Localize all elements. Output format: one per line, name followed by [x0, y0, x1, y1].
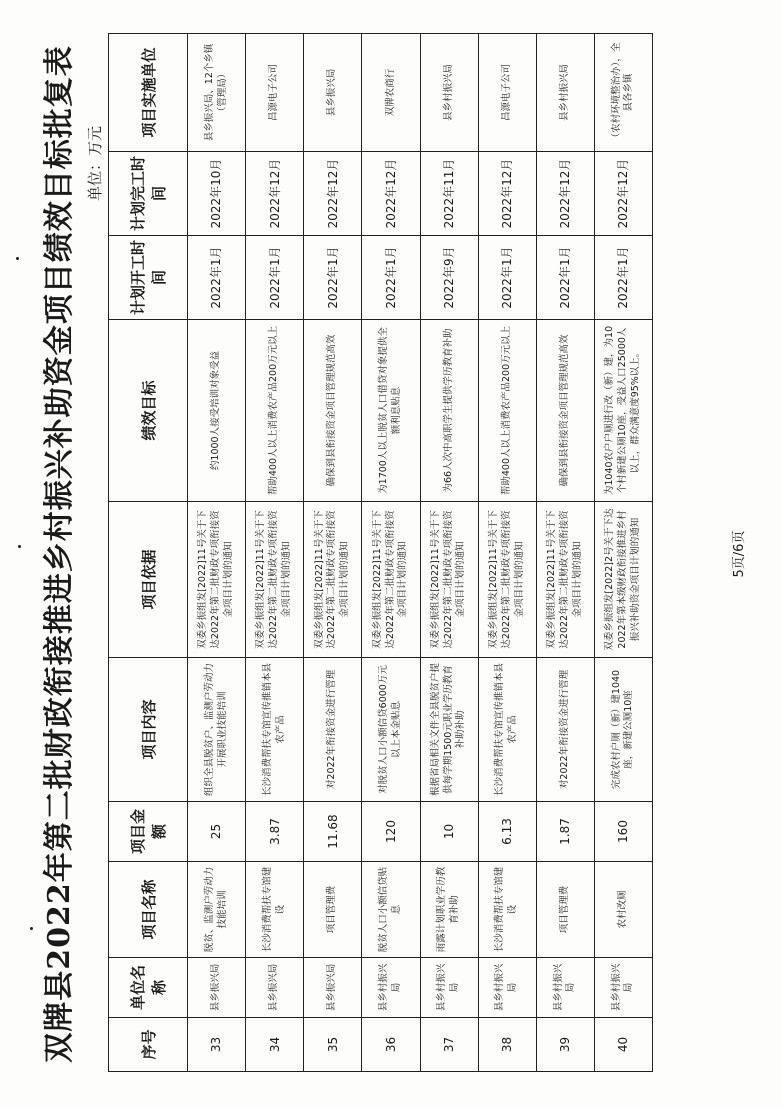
amount-cell: 120	[362, 802, 420, 862]
goal-cell: 约1000人接受培训对象受益	[188, 320, 246, 502]
row-index: 34	[246, 1018, 304, 1072]
start-cell: 2022年1月	[594, 236, 652, 320]
unit-name-cell: 县乡振兴局	[304, 958, 362, 1018]
header-basis: 项目依据	[109, 502, 188, 658]
unit-name-cell: 县乡村振兴局	[594, 958, 652, 1018]
project-name-cell: 长沙消费帮扶专馆建设	[478, 862, 536, 958]
unit-name-cell: 县乡村振兴局	[478, 958, 536, 1018]
end-cell: 2022年12月	[478, 152, 536, 236]
project-name-cell: 脱贫人口小额信贷贴息	[362, 862, 420, 958]
project-name-cell: 项目管理费	[536, 862, 594, 958]
unit-name-cell: 县乡振兴局	[246, 958, 304, 1018]
row-index: 37	[420, 1018, 478, 1072]
end-cell: 2022年12月	[536, 152, 594, 236]
implementer-cell: 县乡村振兴局	[536, 34, 594, 152]
start-cell: 2022年1月	[478, 236, 536, 320]
implementer-cell: 县乡振兴局	[304, 34, 362, 152]
header-unit-name: 单位名称	[109, 958, 188, 1018]
unit-label: 单位：万元	[86, 126, 104, 202]
amount-cell: 1.87	[536, 802, 594, 862]
scan-speck	[30, 927, 33, 930]
table-row	[536, 34, 594, 1072]
unit-name-cell: 县乡村振兴局	[420, 958, 478, 1018]
implementer-cell: 县乡村振兴局	[420, 34, 478, 152]
end-cell: 2022年11月	[420, 152, 478, 236]
table-row	[304, 34, 362, 1072]
end-cell: 2022年12月	[304, 152, 362, 236]
project-name-cell: 雨露计划职业学历教育补助	[420, 862, 478, 958]
amount-cell: 6.13	[478, 802, 536, 862]
document-title: 双牌县2022年第二批财政衔接推进乡村振兴补助资金项目绩效目标批复表	[42, 45, 77, 1063]
scan-speck	[18, 545, 21, 548]
start-cell: 2022年1月	[362, 236, 420, 320]
header-amount: 项目金额	[109, 802, 188, 862]
amount-cell: 25	[188, 802, 246, 862]
start-cell: 2022年1月	[246, 236, 304, 320]
content-cell: 对2022年衔接资金进行管理	[304, 658, 362, 802]
implementer-cell: 县乡振兴局、12个乡镇（管理局）	[188, 34, 246, 152]
project-name-cell: 农村改厕	[594, 862, 652, 958]
header-start: 计划开工时间	[109, 236, 188, 320]
goal-cell: 帮助400人以上消费农产品200万元以上	[478, 320, 536, 502]
basis-cell: 双委乡振组发[2022]2号关于下达2022年第本级财政衔接推进乡村振兴补助资金项目计划的通知	[594, 502, 652, 658]
table-row	[420, 34, 478, 1072]
header-project-name: 项目名称	[109, 862, 188, 958]
goal-cell: 为1040农户户厕进行改（新）建，为10个村新建公厕10座，受益人口25000人以上，群众满意度95%以上。	[594, 320, 652, 502]
row-index: 33	[188, 1018, 246, 1072]
row-index: 38	[478, 1018, 536, 1072]
row-index: 39	[536, 1018, 594, 1072]
end-cell: 2022年12月	[594, 152, 652, 236]
end-cell: 2022年12月	[246, 152, 304, 236]
content-cell: 对2022年衔接资金进行管理	[536, 658, 594, 802]
implementer-cell: 昌源电子公司	[478, 34, 536, 152]
amount-cell: 10	[420, 802, 478, 862]
start-cell: 2022年1月	[536, 236, 594, 320]
start-cell: 2022年9月	[420, 236, 478, 320]
goal-cell: 为66人次中高职学生提供学历教育补助	[420, 320, 478, 502]
project-name-cell: 长沙消费帮扶专馆建设	[246, 862, 304, 958]
content-cell: 对脱贫人口小额信贷6000万元以上本金贴息	[362, 658, 420, 802]
content-cell: 完成农村户厕（新）建1040座，新建公厕10座	[594, 658, 652, 802]
content-cell: 组织全县脱贫户、监测户劳动力开展职业技能培训	[188, 658, 246, 802]
start-cell: 2022年1月	[188, 236, 246, 320]
unit-name-cell: 县乡振兴局	[188, 958, 246, 1018]
table-row	[594, 34, 652, 1072]
basis-cell: 双委乡振组发[2022]11号关于下达2022年第二批财政专项衔接资金项目计划的通知	[362, 502, 420, 658]
header-goal: 绩效目标	[109, 320, 188, 502]
project-name-cell: 脱贫、监测户劳动力技能培训	[188, 862, 246, 958]
content-cell: 根据省局相关文件全县脱贫户提供每学期1500元职业学历教育补助补助	[420, 658, 478, 802]
goal-cell: 确保到县衔接资金项目管理规范高效	[536, 320, 594, 502]
goal-cell: 确保到县衔接资金项目管理规范高效	[304, 320, 362, 502]
table-row	[478, 34, 536, 1072]
basis-cell: 双委乡振组发[2022]11号关于下达2022年第二批财政专项衔接资金项目计划的通知	[304, 502, 362, 658]
start-cell: 2022年1月	[304, 236, 362, 320]
table-row	[246, 34, 304, 1072]
amount-cell: 11.68	[304, 802, 362, 862]
header-implementer: 项目实施单位	[109, 34, 188, 152]
unit-name-cell: 县乡村振兴局	[536, 958, 594, 1018]
goal-cell: 为1700人以上脱贫人口借贷对象提供全额利息贴息	[362, 320, 420, 502]
table-row	[188, 34, 246, 1072]
implementer-cell: 昌源电子公司	[246, 34, 304, 152]
content-cell: 长沙消费帮扶专馆宣传推销本县农产品	[246, 658, 304, 802]
implementer-cell: 双牌农商行	[362, 34, 420, 152]
row-index: 40	[594, 1018, 652, 1072]
content-cell: 长沙消费帮扶专馆宣传推销本县农产品	[478, 658, 536, 802]
row-index: 36	[362, 1018, 420, 1072]
project-table	[108, 33, 653, 1072]
table-row	[362, 34, 420, 1072]
implementer-cell: （农村环境整治办），全县各乡镇	[594, 34, 652, 152]
end-cell: 2022年10月	[188, 152, 246, 236]
header-content: 项目内容	[109, 658, 188, 802]
scan-speck	[16, 257, 19, 260]
goal-cell: 帮助400人以上消费农产品200万元以上	[246, 320, 304, 502]
unit-name-cell: 县乡村振兴局	[362, 958, 420, 1018]
amount-cell: 3.87	[246, 802, 304, 862]
basis-cell: 双委乡振组发[2022]11号关于下达2022年第二批财政专项衔接资金项目计划的通知	[420, 502, 478, 658]
project-name-cell: 项目管理费	[304, 862, 362, 958]
header-end: 计划完工时间	[109, 152, 188, 236]
table-header-row	[109, 34, 188, 1072]
page-number: 5页/6页	[732, 530, 747, 578]
basis-cell: 双委乡振组发[2022]11号关于下达2022年第二批财政专项衔接资金项目计划的通知	[536, 502, 594, 658]
basis-cell: 双委乡振组发[2022]11号关于下达2022年第二批财政专项衔接资金项目计划的通知	[478, 502, 536, 658]
header-index: 序号	[109, 1018, 188, 1072]
basis-cell: 双委乡振组发[2022]11号关于下达2022年第二批财政专项衔接资金项目计划的通知	[246, 502, 304, 658]
amount-cell: 160	[594, 802, 652, 862]
row-index: 35	[304, 1018, 362, 1072]
basis-cell: 双委乡振组发[2022]11号关于下达2022年第二批财政专项衔接资金项目计划的通知	[188, 502, 246, 658]
end-cell: 2022年12月	[362, 152, 420, 236]
